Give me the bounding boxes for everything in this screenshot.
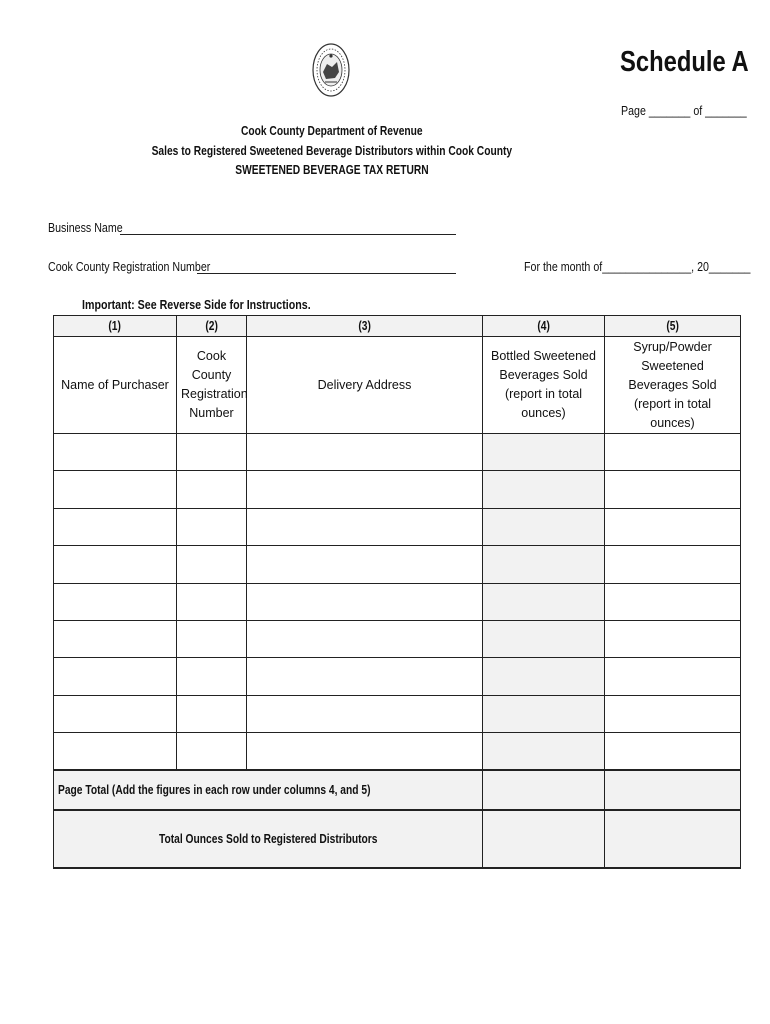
- bottled-ounces-cell[interactable]: [483, 695, 605, 732]
- bottled-ounces-cell[interactable]: [483, 434, 605, 471]
- table-row: [54, 546, 741, 583]
- registration-number-field[interactable]: [197, 273, 456, 274]
- bottled-ounces-cell[interactable]: [483, 508, 605, 545]
- syrup-ounces-cell[interactable]: [605, 434, 741, 471]
- table-row: [54, 733, 741, 770]
- page-total-syrup-cell[interactable]: [605, 770, 741, 810]
- table-row: [54, 658, 741, 695]
- address-cell[interactable]: [247, 508, 483, 545]
- total-syrup-cell[interactable]: [605, 810, 741, 868]
- page-total-bottled-cell[interactable]: [483, 770, 605, 810]
- registration-cell[interactable]: [177, 508, 247, 545]
- page-of-field[interactable]: Page _______ of _______: [621, 103, 747, 118]
- purchases-table: [53, 315, 740, 869]
- registration-cell[interactable]: [177, 471, 247, 508]
- table-row: [54, 583, 741, 620]
- registration-cell[interactable]: [177, 434, 247, 471]
- purchaser-cell[interactable]: [54, 620, 177, 657]
- address-cell[interactable]: [247, 434, 483, 471]
- form-subtitle: Sales to Registered Sweetened Beverage Distributors within Cook County: [151, 144, 513, 158]
- address-cell[interactable]: [247, 695, 483, 732]
- column-number: (1): [54, 316, 177, 337]
- syrup-ounces-cell[interactable]: [605, 508, 741, 545]
- column-header-registration: Cook County Registration Number: [177, 337, 247, 434]
- column-header-syrup: Syrup/Powder Sweetened Beverages Sold (report in total ounces): [605, 337, 741, 434]
- purchaser-cell[interactable]: [54, 695, 177, 732]
- bottled-ounces-cell[interactable]: [483, 620, 605, 657]
- purchaser-cell[interactable]: [54, 583, 177, 620]
- address-cell[interactable]: [247, 471, 483, 508]
- syrup-ounces-cell[interactable]: [605, 695, 741, 732]
- table-row: [54, 695, 741, 732]
- table-row: [54, 508, 741, 545]
- syrup-ounces-cell[interactable]: [605, 658, 741, 695]
- address-cell[interactable]: [247, 658, 483, 695]
- page-total-row: [54, 770, 741, 810]
- purchaser-cell[interactable]: [54, 434, 177, 471]
- instructions-note: Important: See Reverse Side for Instructions.: [82, 297, 311, 312]
- bottled-ounces-cell[interactable]: [483, 471, 605, 508]
- address-cell[interactable]: [247, 583, 483, 620]
- cook-county-seal-icon: [311, 42, 351, 98]
- table-row: [54, 620, 741, 657]
- column-header-purchaser: Name of Purchaser: [54, 337, 177, 434]
- registration-number-label: Cook County Registration Number: [48, 259, 211, 274]
- address-cell[interactable]: [247, 733, 483, 770]
- column-header-bottled: Bottled Sweetened Beverages Sold (report in total ounces): [483, 337, 605, 434]
- syrup-ounces-cell[interactable]: [605, 546, 741, 583]
- registration-cell[interactable]: [177, 658, 247, 695]
- registration-cell[interactable]: [177, 695, 247, 732]
- return-title: SWEETENED BEVERAGE TAX RETURN: [235, 163, 429, 177]
- column-number: (2): [177, 316, 247, 337]
- address-cell[interactable]: [247, 546, 483, 583]
- department-heading: Cook County Department of Revenue: [241, 124, 423, 138]
- column-number: (5): [605, 316, 741, 337]
- syrup-ounces-cell[interactable]: [605, 583, 741, 620]
- address-cell[interactable]: [247, 620, 483, 657]
- purchaser-cell[interactable]: [54, 658, 177, 695]
- registration-cell[interactable]: [177, 620, 247, 657]
- table-row: [54, 471, 741, 508]
- registration-cell[interactable]: [177, 733, 247, 770]
- syrup-ounces-cell[interactable]: [605, 620, 741, 657]
- total-ounces-label: Total Ounces Sold to Registered Distributors: [54, 810, 483, 868]
- column-header-address: Delivery Address: [247, 337, 483, 434]
- purchaser-cell[interactable]: [54, 733, 177, 770]
- column-number: (4): [483, 316, 605, 337]
- total-row: [54, 810, 741, 868]
- business-name-field[interactable]: [120, 234, 456, 235]
- purchaser-cell[interactable]: [54, 471, 177, 508]
- bottled-ounces-cell[interactable]: [483, 733, 605, 770]
- bottled-ounces-cell[interactable]: [483, 583, 605, 620]
- column-number: (3): [247, 316, 483, 337]
- purchaser-cell[interactable]: [54, 546, 177, 583]
- syrup-ounces-cell[interactable]: [605, 471, 741, 508]
- purchaser-cell[interactable]: [54, 508, 177, 545]
- table-row: [54, 434, 741, 471]
- business-name-label: Business Name: [48, 220, 123, 235]
- registration-cell[interactable]: [177, 583, 247, 620]
- bottled-ounces-cell[interactable]: [483, 546, 605, 583]
- bottled-ounces-cell[interactable]: [483, 658, 605, 695]
- column-number-row: [54, 316, 741, 337]
- total-bottled-cell[interactable]: [483, 810, 605, 868]
- schedule-title: Schedule A: [620, 46, 749, 78]
- reporting-month-field[interactable]: For the month of_______________, 20_______: [524, 259, 751, 274]
- syrup-ounces-cell[interactable]: [605, 733, 741, 770]
- registration-cell[interactable]: [177, 546, 247, 583]
- column-header-row: [54, 337, 741, 434]
- page-total-label: Page Total (Add the figures in each row under columns 4, and 5): [54, 770, 483, 810]
